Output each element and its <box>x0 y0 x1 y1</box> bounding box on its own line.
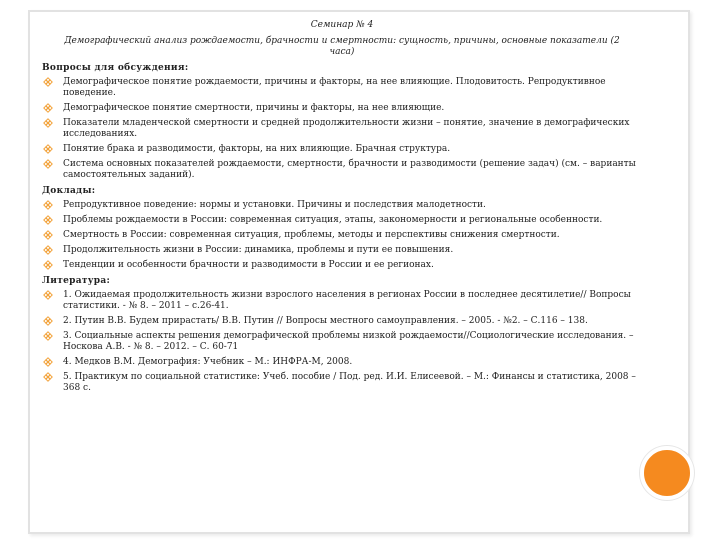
quad-diamond-bullet-icon <box>43 290 53 300</box>
list-item-text: Смертность в России: современная ситуация, проблемы, методы и перспективы снижения смертности. <box>63 230 560 240</box>
section-heading: Литература: <box>42 276 111 286</box>
quad-diamond-bullet-icon <box>43 103 53 113</box>
section-heading: Доклады: <box>42 186 96 196</box>
seminar-title: Семинар № 4 <box>310 20 374 30</box>
list-item <box>42 372 642 394</box>
list-item <box>42 357 642 368</box>
quad-diamond-bullet-icon <box>43 372 53 382</box>
list-item-text: Система основных показателей рождаемости, смертности, брачности и разводимости (решение задач) (см. – варианты самостоятельных заданий). <box>63 159 636 180</box>
quad-diamond-bullet-icon <box>43 357 53 367</box>
list-item-text: Продолжительность жизни в России: динамика, проблемы и пути ее повышения. <box>63 245 454 255</box>
list-item-text: 2. Путин В.В. Будем прирастать/ В.В. Путин // Вопросы местного самоуправления. – 2005. - №2. – С.116 – 138. <box>63 316 588 326</box>
section-heading: Вопросы для обсуждения: <box>42 63 189 73</box>
list-item <box>42 159 642 181</box>
list-item <box>42 290 642 312</box>
decorative-circle <box>640 446 694 500</box>
list-item-text: Понятие брака и разводимости, факторы, на них влияющие. Брачная структура. <box>63 144 451 154</box>
quad-diamond-bullet-icon <box>43 159 53 169</box>
list-item <box>42 118 642 140</box>
list-item-text: Тенденции и особенности брачности и разводимости в России и ее регионах. <box>63 260 434 270</box>
quad-diamond-bullet-icon <box>43 77 53 87</box>
list-item-text: 1. Ожидаемая продолжительность жизни взрослого населения в регионах России в последнее десятилетие// Вопросы статистики. - № 8. – 2011 – с.26-41. <box>63 290 631 311</box>
list-item <box>42 331 642 353</box>
quad-diamond-bullet-icon <box>43 215 53 225</box>
list-item <box>42 260 642 271</box>
list-item <box>42 103 642 114</box>
quad-diamond-bullet-icon <box>43 230 53 240</box>
quad-diamond-bullet-icon <box>43 144 53 154</box>
quad-diamond-bullet-icon <box>43 316 53 326</box>
list-item <box>42 144 642 155</box>
list-item <box>42 316 642 327</box>
list-item <box>42 215 642 226</box>
list-item-text: Проблемы рождаемости в России: современная ситуация, этапы, закономерности и региональные особенности. <box>63 215 603 225</box>
quad-diamond-bullet-icon <box>43 118 53 128</box>
section-list <box>42 290 642 394</box>
list-item-text: Репродуктивное поведение: нормы и установки. Причины и последствия малодетности. <box>63 200 486 210</box>
list-item <box>42 245 642 256</box>
section-list <box>42 77 642 181</box>
quad-diamond-bullet-icon <box>43 260 53 270</box>
list-item-text: 5. Практикум по социальной статистике: Учеб. пособие / Под. ред. И.И. Елисеевой. – М.: Финансы и статистика, 2008 – 368 с. <box>63 372 636 393</box>
quad-diamond-bullet-icon <box>43 200 53 210</box>
list-item <box>42 230 642 241</box>
slide-content <box>42 20 642 398</box>
quad-diamond-bullet-icon <box>43 331 53 341</box>
list-item-text: Показатели младенческой смертности и средней продолжительности жизни – понятие, значение в демографических исследованиях. <box>63 118 630 139</box>
list-item-text: 4. Медков В.М. Демография: Учебник – М.: ИНФРА-М, 2008. <box>63 357 353 367</box>
sections-container <box>42 63 642 394</box>
list-item <box>42 200 642 211</box>
quad-diamond-bullet-icon <box>43 245 53 255</box>
list-item <box>42 77 642 99</box>
section-list <box>42 200 642 271</box>
seminar-subtitle: Демографический анализ рождаемости, брачности и смертности: сущность, причины, основные показатели (2 часа) <box>64 36 620 57</box>
list-item-text: 3. Социальные аспекты решения демографической проблемы низкой рождаемости//Социологические исследования. – Носкова А.В. - № 8. – 2012. – С. 60-71 <box>63 331 634 352</box>
list-item-text: Демографическое понятие рождаемости, причины и факторы, на нее влияющие. Плодовитость. Репродуктивное поведение. <box>63 77 606 98</box>
list-item-text: Демографическое понятие смертности, причины и факторы, на нее влияющие. <box>63 103 445 113</box>
